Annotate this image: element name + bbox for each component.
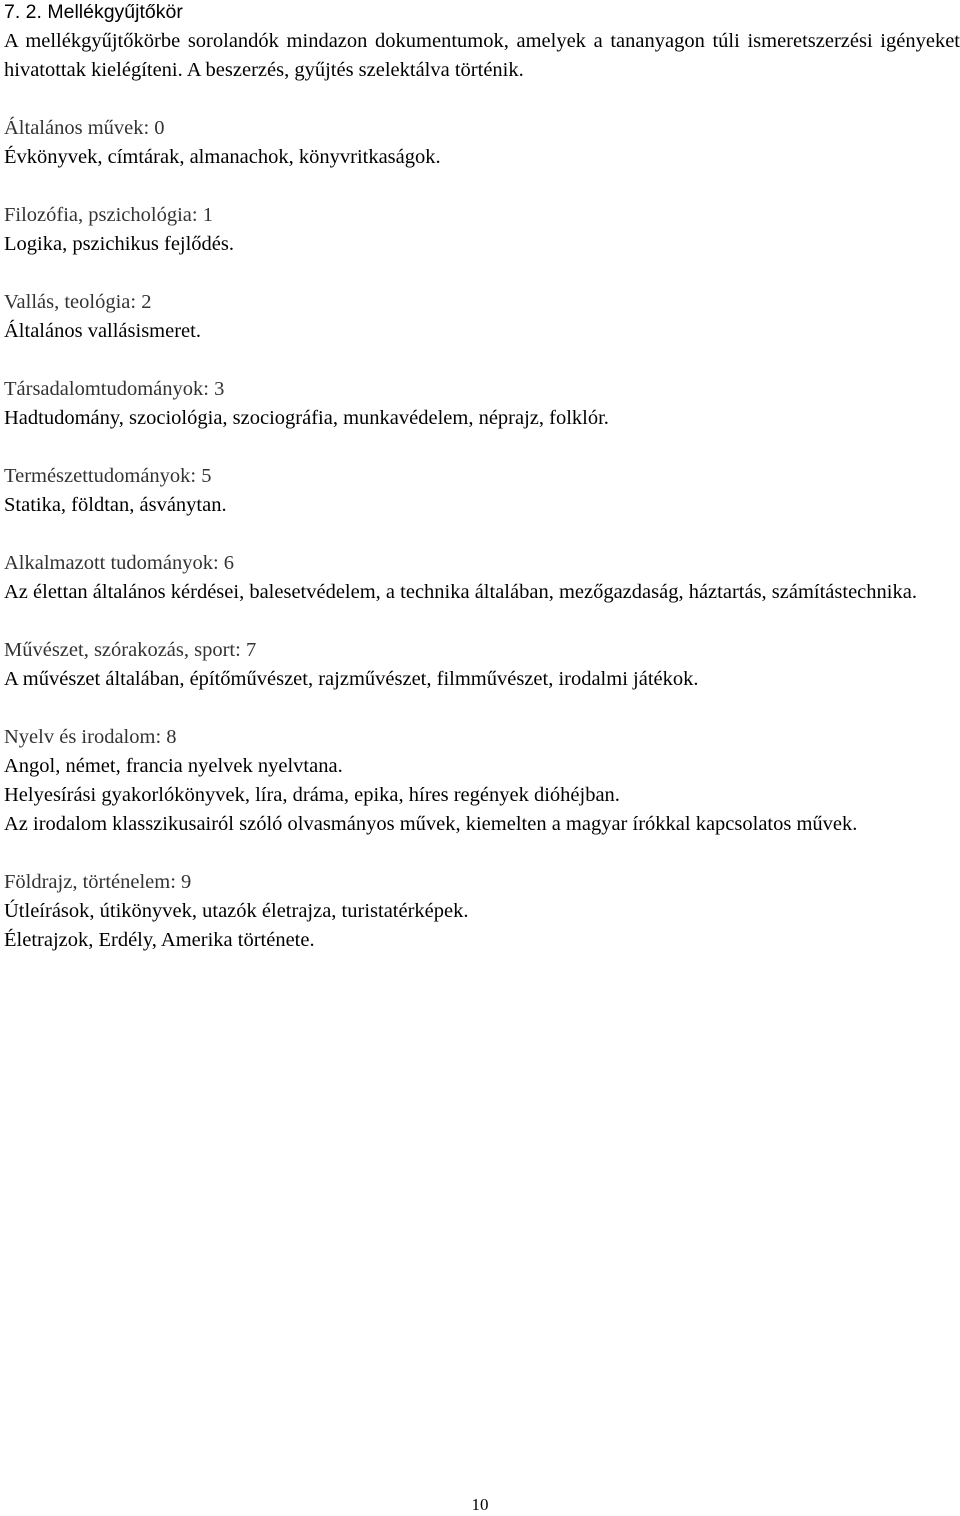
category-philosophy — [4, 201, 960, 259]
document-page — [4, 0, 960, 955]
category-language-literature — [4, 723, 960, 839]
category-description: Helyesírási gyakorlókönyvek, líra, dráma, epika, híres regények dióhéjban. — [4, 784, 620, 806]
category-description: Hadtudomány, szociológia, szociográfia, munkavédelem, néprajz, folklór. — [4, 407, 609, 429]
category-title: Vallás, teológia: 2 — [4, 291, 152, 313]
category-general — [4, 114, 960, 172]
category-title: Alkalmazott tudományok: 6 — [4, 552, 235, 574]
category-description: Az élettan általános kérdései, balesetvédelem, a technika általában, mezőgazdaság, háztartás, számítástechnika. — [4, 581, 917, 603]
category-title: Földrajz, történelem: 9 — [4, 871, 192, 893]
section-heading: 7. 2. Mellékgyűjtőkör — [4, 1, 183, 23]
category-religion — [4, 288, 960, 346]
category-title: Nyelv és irodalom: 8 — [4, 726, 177, 748]
category-title: Társadalomtudományok: 3 — [4, 378, 225, 400]
category-natural-sciences — [4, 462, 960, 520]
intro-paragraph: A mellékgyűjtőkörbe sorolandók mindazon dokumentumok, amelyek a tananyagon túli ismeretszerzési igényeket hivatottak kielégíteni. A beszerzés, gyűjtés szelektálva történik. — [4, 30, 960, 81]
category-description: Évkönyvek, címtárak, almanachok, könyvritkaságok. — [4, 146, 441, 168]
category-description: Statika, földtan, ásványtan. — [4, 494, 227, 516]
category-description: Életrajzok, Erdély, Amerika története. — [4, 929, 315, 951]
category-title: Filozófia, pszichológia: 1 — [4, 204, 213, 226]
category-description: Útleírások, útikönyvek, utazók életrajza, turistatérképek. — [4, 900, 469, 922]
category-geography-history — [4, 868, 960, 955]
category-title: Általános művek: 0 — [4, 117, 165, 139]
category-description: Az irodalom klasszikusairól szóló olvasmányos művek, kiemelten a magyar írókkal kapcsolatos művek. — [4, 813, 858, 835]
category-applied-sciences — [4, 549, 960, 607]
category-description: Logika, pszichikus fejlődés. — [4, 233, 235, 255]
category-title: Természettudományok: 5 — [4, 465, 212, 487]
category-description: A művészet általában, építőművészet, rajzművészet, filmművészet, irodalmi játékok. — [4, 668, 699, 690]
category-description: Általános vallásismeret. — [4, 320, 201, 342]
category-arts — [4, 636, 960, 694]
category-title: Művészet, szórakozás, sport: 7 — [4, 639, 257, 661]
page-number: 10 — [471, 1495, 489, 1514]
category-social-sciences — [4, 375, 960, 433]
category-description: Angol, német, francia nyelvek nyelvtana. — [4, 755, 343, 777]
